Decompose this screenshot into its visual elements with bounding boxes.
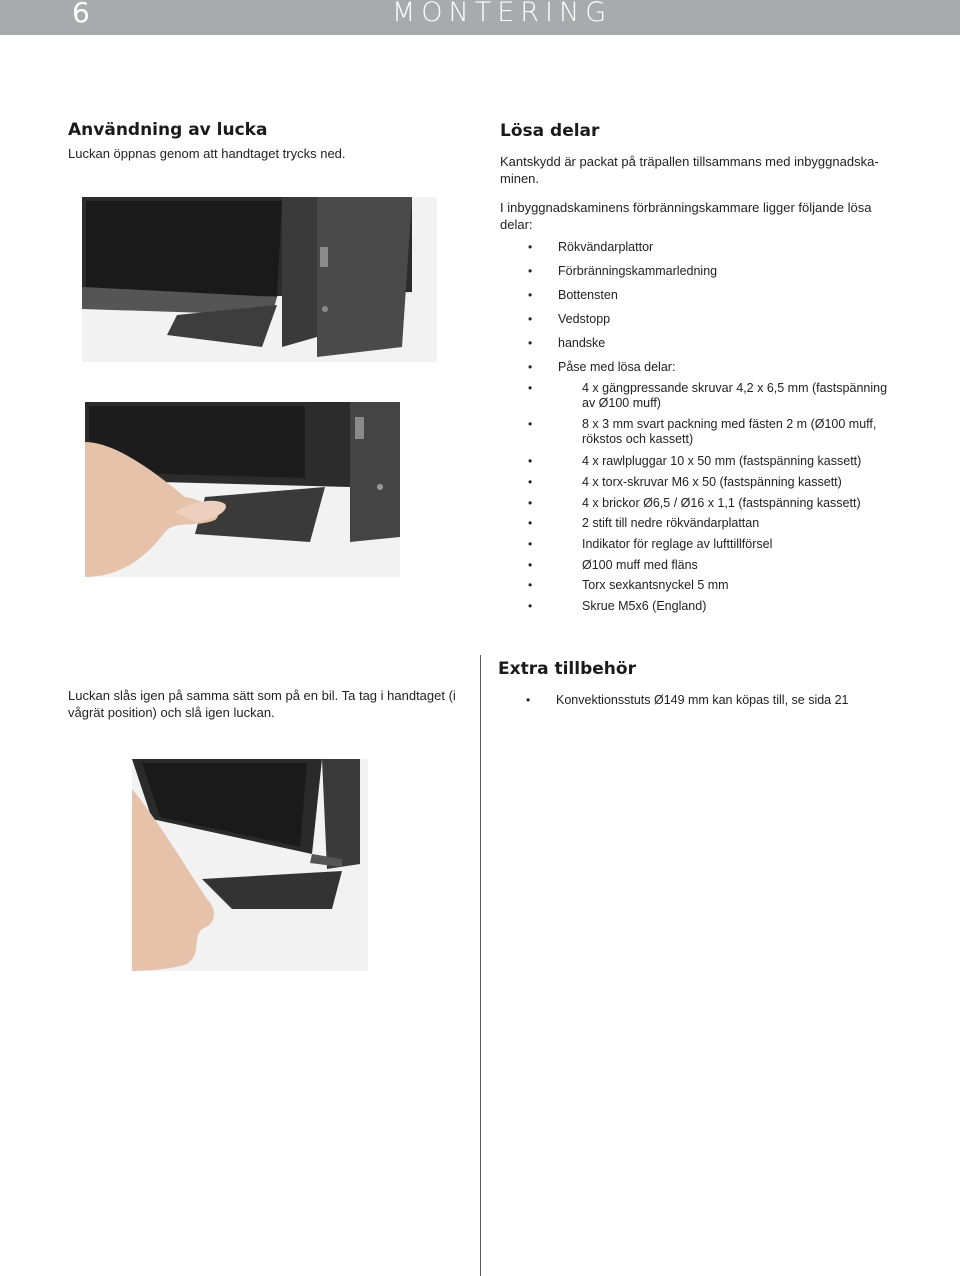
loose-parts-text: I inbyggnadskaminens förbränningskammare ligger följande lösa delar: [500, 200, 872, 232]
bullet-icon: • [528, 537, 533, 551]
list-item: • Påse med lösa delar: [528, 360, 676, 374]
bullet-icon: • [528, 578, 533, 592]
closing-text: Luckan slås igen på samma sätt som på en bil. Ta tag i handtaget (i vågrät position) och slå igen luckan. [68, 688, 456, 720]
bullet-icon: • [528, 417, 533, 431]
usage-text: Luckan öppnas genom att handtaget trycks ned. [68, 146, 346, 161]
stove-closing-photo-3 [132, 759, 368, 971]
list-item: • handske [528, 336, 606, 350]
stove-handle-photo-2 [85, 402, 400, 577]
bag-items-list [528, 381, 892, 620]
chapter-title: MONTERING [392, 0, 613, 28]
bullet-icon: • [526, 693, 531, 707]
list-item: • Skrue M5x6 (England) [528, 599, 707, 613]
page-number: 6 [72, 0, 90, 29]
list-item: • Konvektionsstuts Ø149 mm kan köpas till, se sida 21 [526, 693, 849, 707]
loose-parts-heading: Lösa delar [500, 121, 600, 141]
extras-list [526, 693, 936, 708]
list-item: • Vedstopp [528, 312, 611, 326]
bullet-icon: • [528, 360, 533, 374]
usage-heading: Användning av lucka [68, 120, 268, 140]
stove-door-photo-1 [82, 197, 437, 362]
bullet-icon: • [528, 240, 533, 254]
bullet-icon: • [528, 381, 533, 395]
bullet-icon: • [528, 264, 533, 278]
bullet-icon: • [528, 599, 533, 613]
list-item: • 2 stift till nedre rökvändarplattan [528, 516, 760, 530]
list-item: • 8 x 3 mm svart packning med fästen 2 m (Ø100 muff, rökstos och kassett) [528, 417, 877, 446]
list-item: • Rökvändarplattor [528, 240, 654, 254]
list-item: • 4 x torx-skruvar M6 x 50 (fastspänning kassett) [528, 475, 842, 489]
list-item: • Bottensten [528, 288, 618, 302]
list-item: • 4 x rawlpluggar 10 x 50 mm (fastspänning kassett) [528, 454, 862, 468]
list-item: • 4 x gängpressande skruvar 4,2 x 6,5 mm (fastspänning av Ø100 muff) [528, 381, 888, 410]
bullet-icon: • [528, 475, 533, 489]
loose-parts-intro: Kantskydd är packat på träpallen tillsammans med inbyggnadska-minen. [500, 154, 879, 186]
bullet-icon: • [528, 288, 533, 302]
list-item: • Förbränningskammarledning [528, 264, 718, 278]
loose-parts-list [528, 240, 918, 384]
extras-heading: Extra tillbehör [498, 659, 636, 679]
list-item: • 4 x brickor Ø6,5 / Ø16 x 1,1 (fastspänning kassett) [528, 496, 861, 510]
list-item: • Ø100 muff med fläns [528, 558, 698, 572]
bullet-icon: • [528, 312, 533, 326]
bullet-icon: • [528, 558, 533, 572]
list-item: • Indikator för reglage av lufttillförsel [528, 537, 773, 551]
bullet-icon: • [528, 516, 533, 530]
list-item: • Torx sexkantsnyckel 5 mm [528, 578, 729, 592]
bullet-icon: • [528, 336, 533, 350]
column-divider [480, 655, 481, 1276]
bullet-icon: • [528, 454, 533, 468]
bullet-icon: • [528, 496, 533, 510]
